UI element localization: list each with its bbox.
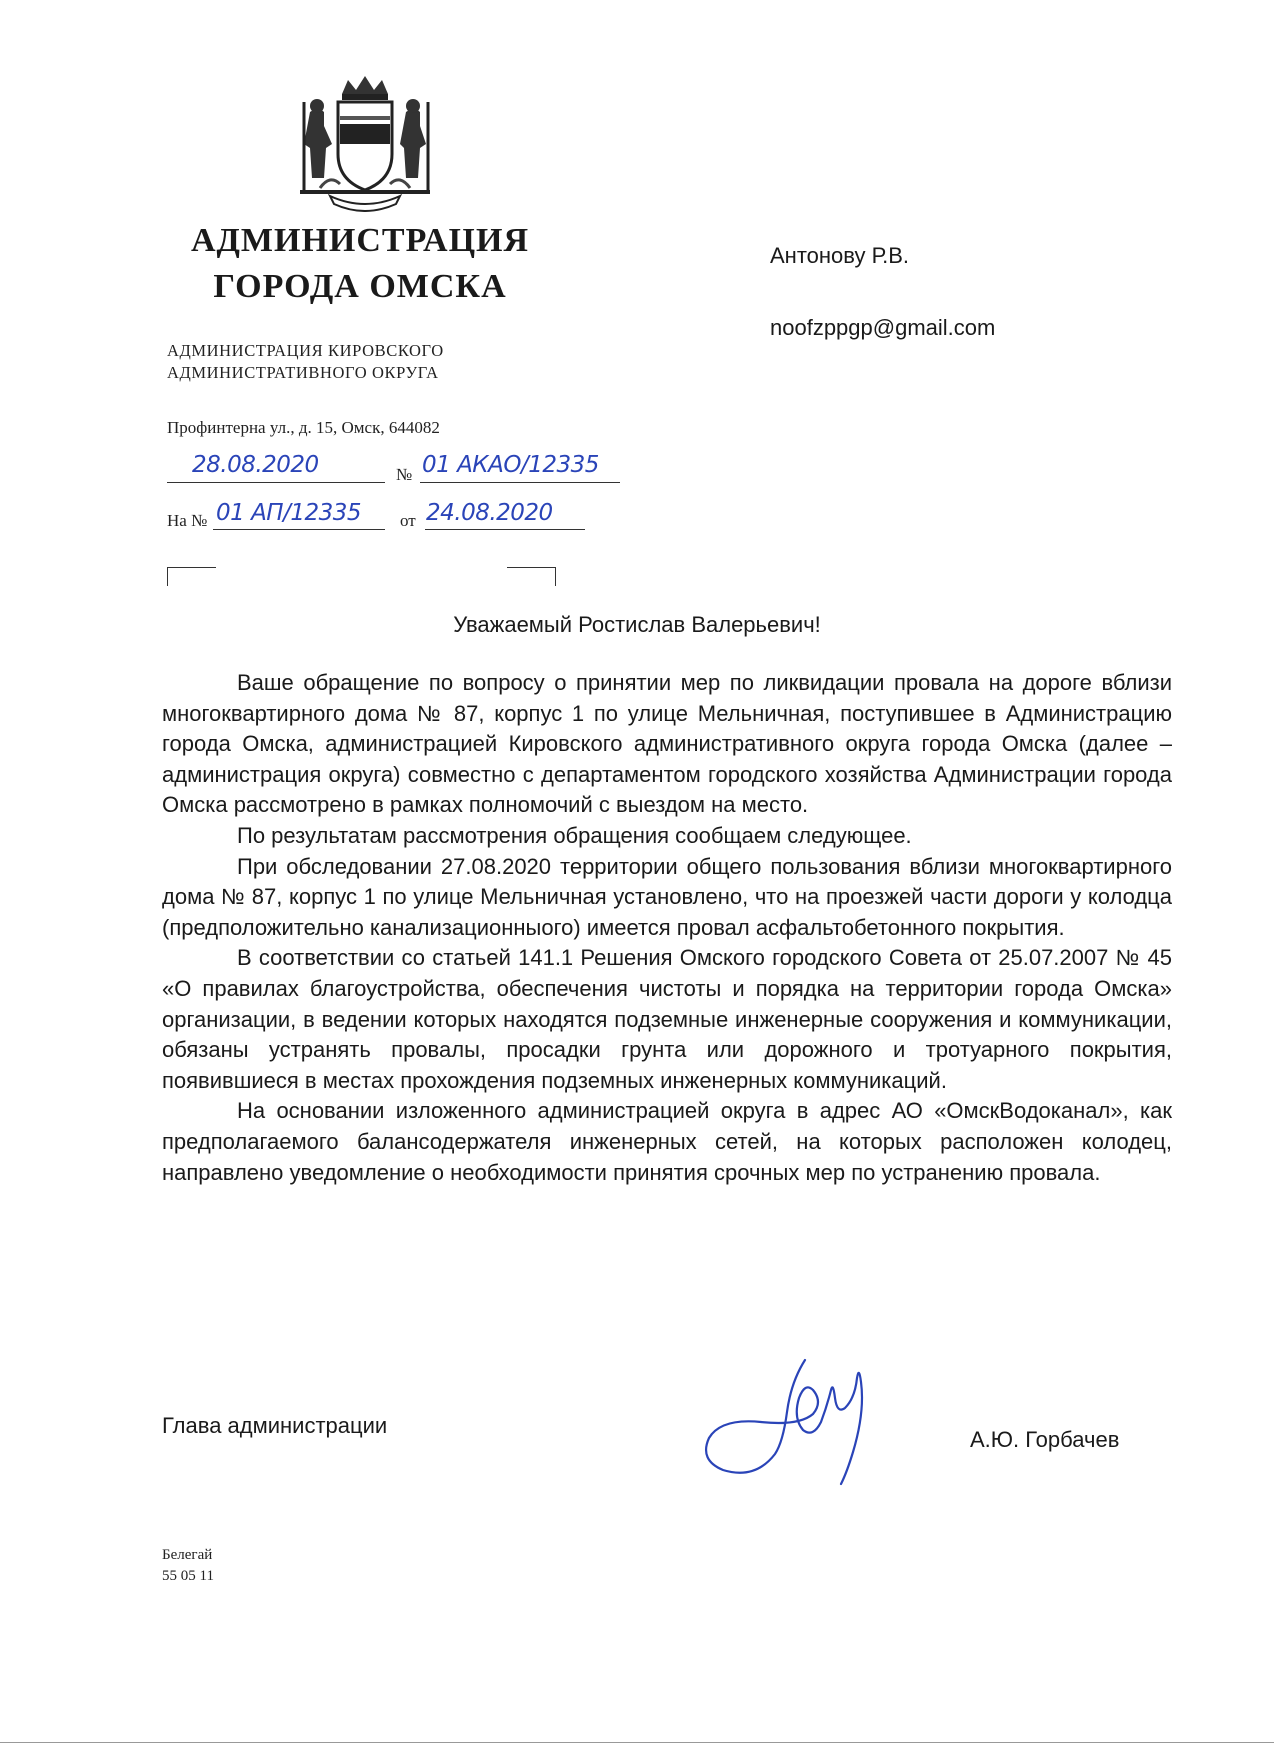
executor-name: Белегай <box>162 1547 213 1563</box>
reply-label: На № <box>167 511 208 530</box>
letter-body <box>162 668 1172 1188</box>
incoming-number-underline <box>213 529 385 530</box>
body-paragraph: По результатам рассмотрения обращения сообщаем следующее. <box>237 822 912 848</box>
handwritten-signature <box>695 1342 895 1492</box>
body-paragraph: При обследовании 27.08.2020 территории общего пользования вблизи многоквартирного дома № 87, корпус 1 по улице Мельничная установлено, что на проезжей части дороги у колодца (предположительно канализационныого) имеется провал асфальтобетонного покрытия. <box>162 853 1172 940</box>
sender-address: Профинтерна ул., д. 15, Омск, 644082 <box>167 418 440 437</box>
from-label: от <box>400 511 416 530</box>
omsk-coat-of-arms-icon <box>290 72 440 212</box>
signer-name: А.Ю. Горбачев <box>970 1427 1120 1452</box>
number-label: № <box>396 465 413 484</box>
org-title-line2: ГОРОДА ОМСКА <box>213 268 507 305</box>
outgoing-number-handwritten: 01 АКАО/12335 <box>422 452 599 478</box>
salutation: Уважаемый Ростислав Валерьевич! <box>453 612 821 637</box>
dept-title-line1: АДМИНИСТРАЦИЯ КИРОВСКОГО <box>167 341 444 360</box>
recipient-name: Антонову Р.В. <box>770 243 910 268</box>
executor-phone: 55 05 11 <box>162 1568 214 1584</box>
address-window-corner-right <box>507 567 556 586</box>
department-title <box>167 340 444 384</box>
outgoing-date-handwritten: 28.08.2020 <box>192 452 319 478</box>
recipient-email: noofzppgp@gmail.com <box>770 315 996 340</box>
body-paragraph: Ваше обращение по вопросу о принятии мер по ликвидации провала на дороге вблизи многоквартирного дома № 87, корпус 1 по улице Мельничная, поступившее в Администрацию города Омска, администрацией Кировского административного округа города Омска (далее – администрация округа) совместно с департаментом городского хозяйства Администрации города Омска рассмотрено в рамках полномочий с выездом на место. <box>162 670 1172 818</box>
incoming-number-handwritten: 01 АП/12335 <box>216 500 362 526</box>
dept-title-line2: АДМИНИСТРАТИВНОГО ОКРУГА <box>167 363 439 382</box>
incoming-date-underline <box>425 529 585 530</box>
date-underline <box>167 482 385 483</box>
incoming-date-handwritten: 24.08.2020 <box>426 500 553 526</box>
body-paragraph: На основании изложенного администрацией округа в адрес АО «ОмскВодоканал», как предполагаемого балансодержателя инженерных сетей, на которых расположен колодец, направлено уведомление о необходимости принятия срочных мер по устранению провала. <box>162 1098 1172 1185</box>
address-window-corner-left <box>167 567 216 586</box>
executor-info <box>162 1545 214 1587</box>
bottom-scan-edge <box>0 1742 1274 1743</box>
organization-title <box>165 218 555 310</box>
org-title-line1: АДМИНИСТРАЦИЯ <box>190 222 530 259</box>
number-underline <box>420 482 620 483</box>
body-paragraph: В соответствии со статьей 141.1 Решения Омского городского Совета от 25.07.2007 № 45 «О правилах благоустройства, обеспечения чистоты и порядка на территории города Омска» организации, в ведении которых находятся подземные инженерные сооружения и коммуникации, обязаны устранять провалы, просадки грунта или дорожного и тротуарного покрытия, появившиеся в местах прохождения подземных инженерных коммуникаций. <box>162 945 1172 1093</box>
signer-title: Глава администрации <box>162 1413 388 1438</box>
